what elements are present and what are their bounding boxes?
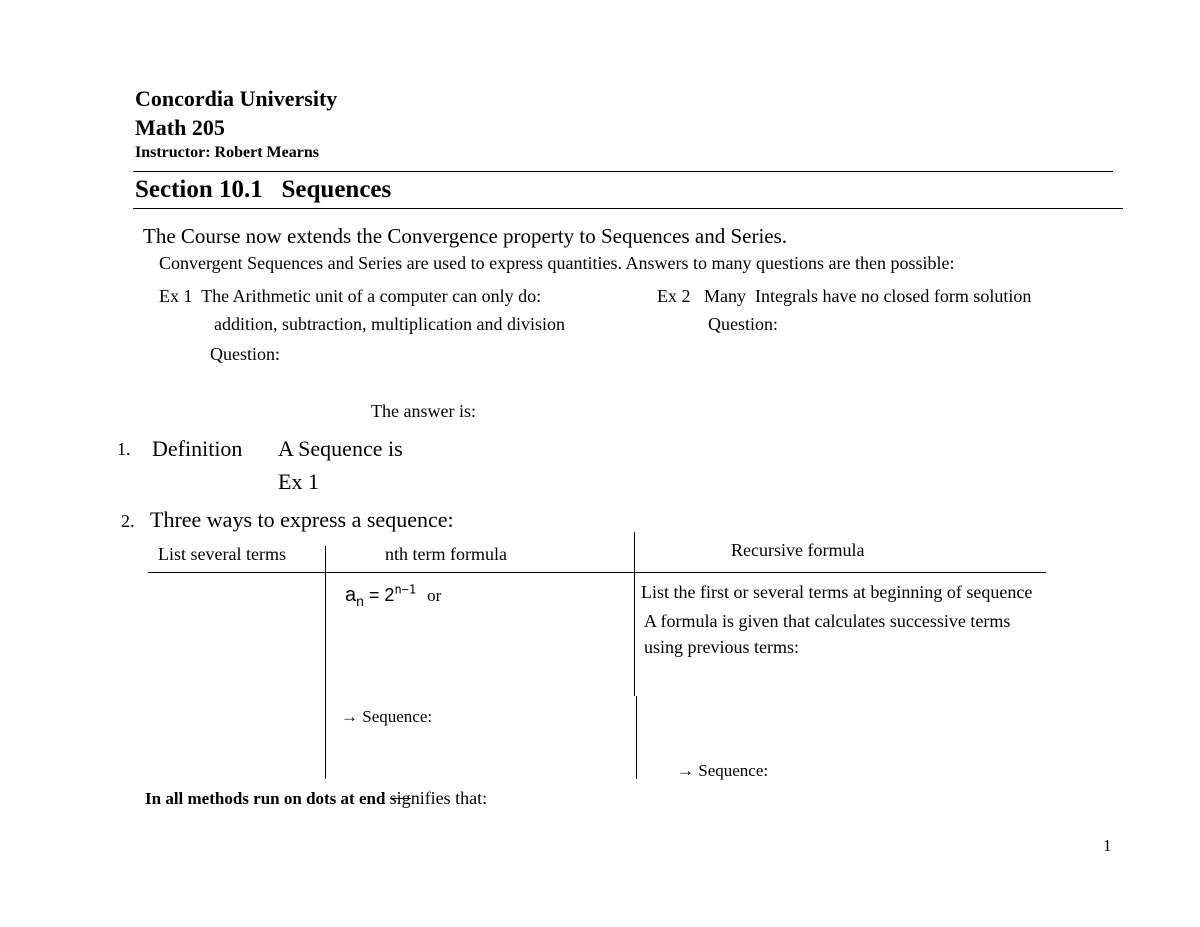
section-title: Section 10.1 Sequences: [135, 176, 392, 203]
intro-line-1: The Course now extends the Convergence property to Sequences and Series.: [143, 224, 788, 248]
page-number: 1: [1103, 836, 1112, 855]
formula-or: or: [427, 586, 442, 605]
three-ways-number: 2.: [121, 511, 135, 531]
col3-sequence: → Sequence:: [677, 761, 769, 780]
ex1-line-1: Ex 1 The Arithmetic unit of a computer can only do:: [159, 286, 542, 306]
ex2-line-1: Ex 2 Many Integrals have no closed form solution: [657, 286, 1032, 306]
three-ways-title: Three ways to express a sequence:: [150, 507, 454, 532]
header-rule-bottom: [133, 208, 1123, 209]
table-divider-2-upper: [634, 532, 635, 696]
col2-sequence: → Sequence:: [341, 707, 433, 726]
formula-eq: = 2: [363, 585, 395, 605]
instructor-name: Instructor: Robert Mearns: [135, 144, 319, 161]
col3-line-1: List the first or several terms at beginning of sequence: [641, 582, 1033, 602]
header-rule-top: [133, 171, 1113, 172]
intro-line-2: Convergent Sequences and Series are used to express quantities. Answers to many questions are then possible:: [159, 253, 955, 273]
nth-term-formula: [345, 584, 441, 607]
definition-number: 1.: [117, 439, 131, 459]
ex1-question: Question:: [210, 344, 280, 364]
formula-sup-exp: n−1: [394, 582, 417, 597]
table-col1-header: List several terms: [158, 544, 286, 564]
footer-note: [145, 788, 487, 809]
col3-line-3: using previous terms:: [644, 637, 799, 657]
university-name: Concordia University: [135, 86, 338, 111]
ex1-line-2: addition, subtraction, multiplication and division: [214, 314, 565, 334]
col3-line-2: A formula is given that calculates successive terms: [644, 611, 1011, 631]
definition-example: Ex 1: [278, 469, 319, 494]
table-divider-2-lower: [636, 696, 637, 779]
formula-sub-n: n: [356, 593, 364, 609]
footer-note-part2: nifies that:: [410, 788, 488, 808]
table-header-rule: [148, 572, 1046, 573]
table-col2-header: nth term formula: [385, 544, 507, 564]
course-name: Math 205: [135, 115, 225, 140]
footer-note-struck: sig: [389, 788, 411, 808]
formula-a: a: [345, 584, 357, 606]
definition-text: A Sequence is: [278, 436, 403, 461]
ex2-question: Question:: [708, 314, 778, 334]
ex1-answer: The answer is:: [371, 401, 476, 421]
definition-label: Definition: [152, 436, 243, 461]
table-divider-1: [325, 546, 326, 779]
footer-note-part1: In all methods run on dots at end: [145, 789, 390, 808]
table-col3-header: Recursive formula: [731, 540, 865, 560]
